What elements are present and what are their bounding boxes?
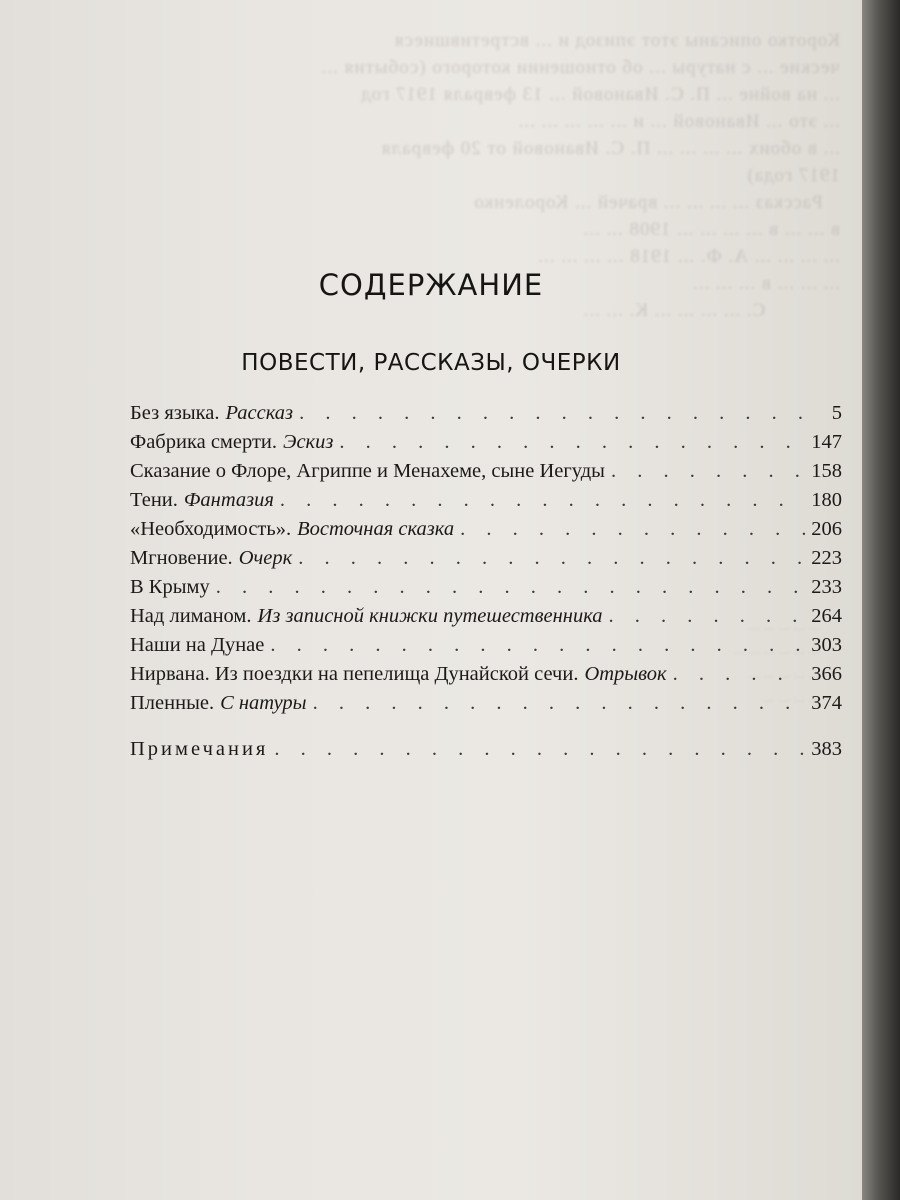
dot-leader bbox=[274, 738, 805, 761]
toc-entry-page: 233 bbox=[811, 576, 842, 598]
dot-leader bbox=[609, 605, 806, 628]
book-spine-shadow bbox=[862, 0, 900, 1200]
toc-entry-title: Фабрика смерти. bbox=[130, 431, 278, 453]
dot-leader bbox=[270, 634, 805, 657]
dot-leader bbox=[298, 547, 805, 570]
toc-entry-title: Наши на Дунае bbox=[130, 634, 265, 656]
toc-entry-title: Над лиманом. bbox=[130, 605, 252, 627]
toc-entry-page: 158 bbox=[811, 460, 842, 482]
toc-entry-genre: Рассказ bbox=[225, 402, 294, 424]
toc-entry-page: 264 bbox=[811, 605, 842, 627]
toc-entry-page: 5 bbox=[831, 402, 842, 424]
dot-leader bbox=[299, 402, 810, 425]
section-title: ПОВЕСТИ, РАССКАЗЫ, ОЧЕРКИ bbox=[241, 350, 621, 376]
toc-entry[interactable] bbox=[130, 402, 842, 431]
toc-entry-title: Пленные. bbox=[130, 692, 215, 714]
toc-entry-title: «Необходимость». bbox=[130, 518, 292, 540]
toc-entry-title: Тени. bbox=[130, 489, 178, 511]
toc-notes-title: Примечания bbox=[130, 738, 269, 760]
toc-entry-page: 147 bbox=[811, 431, 842, 453]
toc-entry-title: Без языка. bbox=[130, 402, 220, 424]
toc-notes-entry[interactable] bbox=[130, 738, 842, 767]
dot-leader bbox=[611, 460, 805, 483]
dot-leader bbox=[673, 663, 806, 686]
toc-entry-genre: Из записной книжки путешественника bbox=[257, 605, 603, 627]
dot-leader bbox=[216, 576, 806, 599]
toc-entry[interactable] bbox=[130, 576, 842, 605]
toc-entry-page: 223 bbox=[811, 547, 842, 569]
toc-entry-genre: С натуры bbox=[220, 692, 307, 714]
dot-leader bbox=[313, 692, 806, 715]
toc-entry[interactable] bbox=[130, 663, 842, 692]
toc-entry[interactable] bbox=[130, 431, 842, 460]
toc-entry-genre: Отрывок bbox=[584, 663, 667, 685]
toc-notes-page: 383 bbox=[811, 738, 842, 760]
toc-entry-page: 366 bbox=[811, 663, 842, 685]
table-of-contents bbox=[130, 402, 842, 721]
toc-entry[interactable] bbox=[130, 634, 842, 663]
bleed-through-text-lower: ... ... ... ... ... ... ... ... ... ... ... ... ... ... ... ... ... ... ... ... bbox=[733, 618, 820, 706]
toc-entry-page: 374 bbox=[811, 692, 842, 714]
dot-leader bbox=[460, 518, 805, 541]
toc-entry[interactable] bbox=[130, 489, 842, 518]
page-title: СОДЕРЖАНИЕ bbox=[318, 268, 544, 302]
toc-entry[interactable] bbox=[130, 605, 842, 634]
toc-entry-title: Сказание о Флоре, Агриппе и Менахеме, сыне Иегуды bbox=[130, 460, 605, 482]
bleed-through-text: Коpотко описаны этот эпизод и ... встретившиеся ческие ... с натуры ... об отношении которого (события ... ... на войне ... П. С. Ивановой ... 13 февраля 1917 год ... это ... Ивановой ... и ... ... ... ... ... ... в обоих ... ... ... ... П. С. Ивановой от 20 февраля 1917 года) Рассказ ... ... ... ... врачей ... Короленко в ... ... в ... ... ... ... 1908 ... ... ... ... ... ... А. Ф. ... 1918 ... ... ... ... ... ... ... в ... ... ... С. ... ... ... ... К. ... ... bbox=[320, 30, 840, 321]
toc-entry-title: Нирвана. Из поездки на пепелища Дунайской сечи. bbox=[130, 663, 579, 685]
toc-entry-genre: Фантазия bbox=[183, 489, 274, 511]
toc-entry[interactable] bbox=[130, 547, 842, 576]
toc-entry[interactable] bbox=[130, 518, 842, 547]
toc-entry-title: Мгновение. bbox=[130, 547, 233, 569]
toc-entry-page: 206 bbox=[811, 518, 842, 540]
toc-entry[interactable] bbox=[130, 460, 842, 489]
dot-leader bbox=[339, 431, 805, 454]
toc-entry[interactable] bbox=[130, 692, 842, 721]
toc-entry-page: 303 bbox=[811, 634, 842, 656]
toc-entry-genre: Очерк bbox=[238, 547, 293, 569]
toc-entry-page: 180 bbox=[811, 489, 842, 511]
toc-entry-genre: Эскиз bbox=[283, 431, 334, 453]
dot-leader bbox=[280, 489, 805, 512]
toc-entry-title: В Крыму bbox=[130, 576, 210, 598]
toc-entry-genre: Восточная сказка bbox=[297, 518, 455, 540]
